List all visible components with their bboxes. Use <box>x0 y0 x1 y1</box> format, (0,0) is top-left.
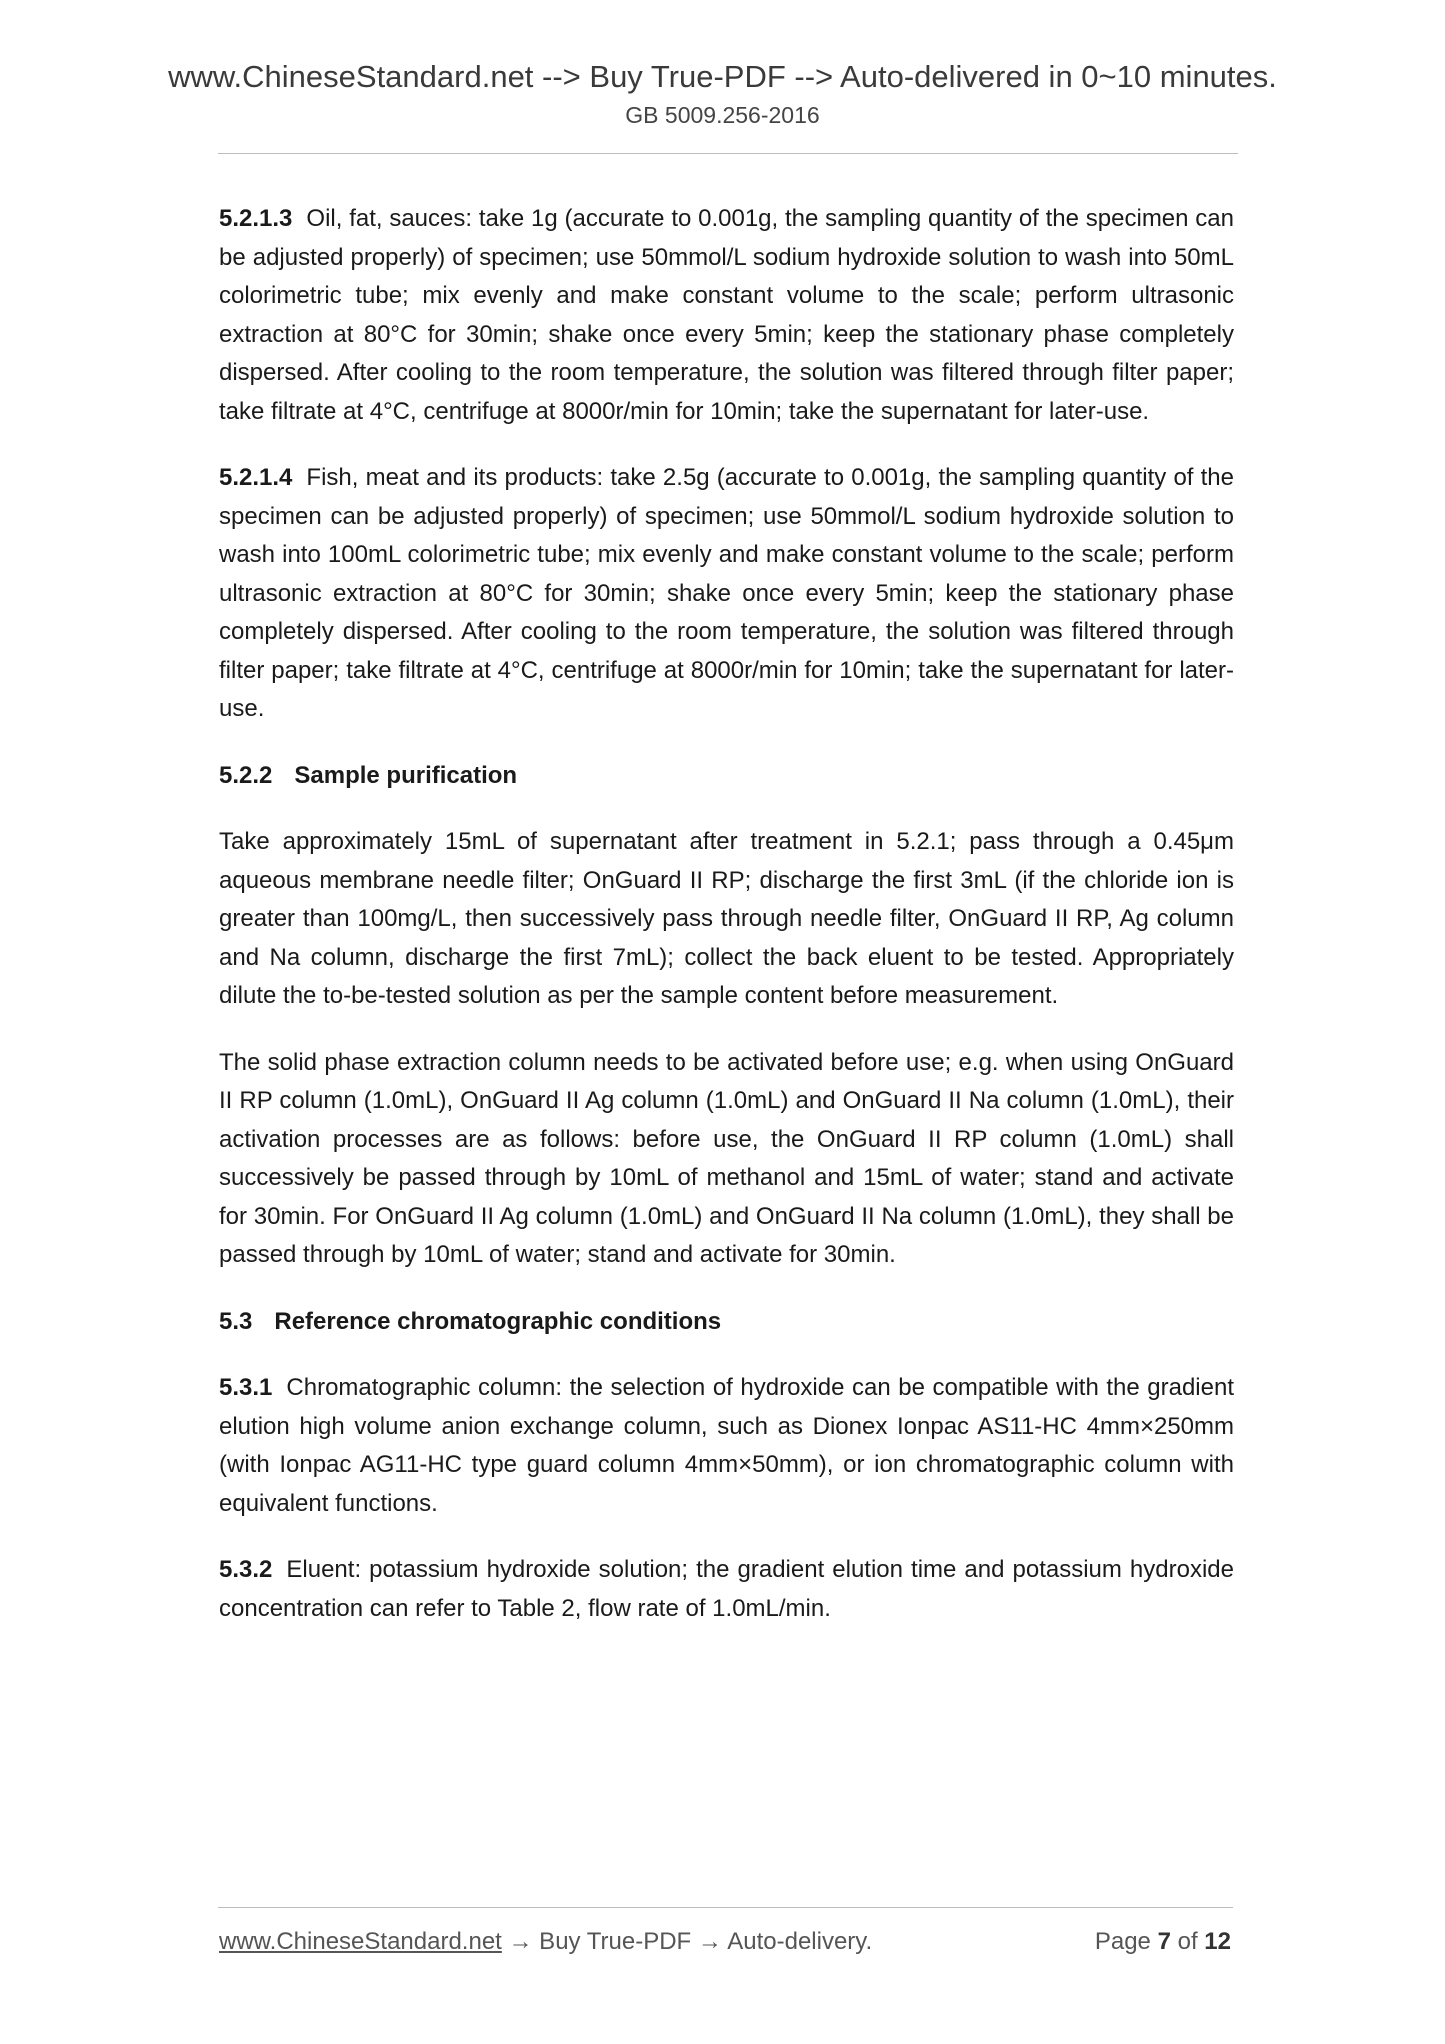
page-header <box>0 58 1445 130</box>
document-body <box>219 200 1234 1656</box>
header-divider <box>218 153 1238 154</box>
clause-text: Oil, fat, sauces: take 1g (accurate to 0.001g, the sampling quantity of the specimen can be adjusted properly) of specimen; use 50mmol/L sodium hydroxide solution to wash into 50mL colorimetric tube; mix evenly and make constant volume to the scale; perform ultrasonic extraction at 80°C for 30min; shake once every 5min; keep the stationary phase completely dispersed. After cooling to the room temperature, the solution was filtered through filter paper; take filtrate at 4°C, centrifuge at 8000r/min for 10min; take the supernatant for later-use. <box>219 205 1234 425</box>
clause-text: Fish, meat and its products: take 2.5g (accurate to 0.001g, the sampling quantity of the specimen can be adjusted properly) of specimen; use 50mmol/L sodium hydroxide solution to wash into 100mL colorimetric tube; mix evenly and make constant volume to the scale; perform ultrasonic extraction at 80°C for 30min; shake once every 5min; keep the stationary phase completely dispersed. After cooling to the room temperature, the solution was filtered through filter paper; take filtrate at 4°C, centrifuge at 8000r/min for 10min; take the supernatant for later-use. <box>219 464 1234 722</box>
page-total: 12 <box>1204 1928 1231 1955</box>
clause-text: Chromatographic column: the selection of hydroxide can be compatible with the gradient elution high volume anion exchange column, such as Dionex Ionpac AS11-HC 4mm×250mm (with Ionpac AG11-HC type guard column 4mm×50mm), or ion chromatographic column with equivalent functions. <box>219 1374 1234 1517</box>
heading-title: Sample purification <box>294 761 518 789</box>
heading-title: Reference chromatographic conditions <box>274 1307 722 1335</box>
header-banner-text: www.ChineseStandard.net --> Buy True-PDF --> Auto-delivered in 0~10 minutes. <box>168 59 1277 94</box>
footer-site-link[interactable]: www.ChineseStandard.net <box>219 1928 502 1955</box>
footer-divider <box>218 1907 1233 1908</box>
clause-number: 5.3.1 <box>219 1374 273 1401</box>
clause-number: 5.3.2 <box>219 1556 273 1583</box>
paragraph-column-activation: The solid phase extraction column needs to be activated before use; e.g. when using OnGuard II RP column (1.0mL), OnGuard II Ag column (1.0mL) and OnGuard II Na column (1.0mL), their activation processes are as follows: before use, the OnGuard II RP column (1.0mL) shall successively be passed through by 10mL of methanol and 15mL of water; stand and activate for 30min. For OnGuard II Ag column (1.0mL) and OnGuard II Na column (1.0mL), they shall be passed through by 10mL of water; stand and activate for 30min. <box>219 1048 1234 1268</box>
clause-5-3-2 <box>219 1551 1234 1628</box>
clause-5-3-1 <box>219 1369 1234 1523</box>
clause-5-2-1-4 <box>219 459 1234 729</box>
paragraph-sample-purification: Take approximately 15mL of supernatant after treatment in 5.2.1; pass through a 0.45μm aqueous membrane needle filter; OnGuard II RP; discharge the first 3mL (if the chloride ion is greater than 100mg/L, then successively pass through needle filter, OnGuard II RP, Ag column and Na column, discharge the first 7mL); collect the back eluent to be tested. Appropriately dilute the to-be-tested solution as per the sample content before measurement. <box>219 828 1234 1009</box>
footer-promo <box>219 1927 872 1957</box>
clause-5-2-1-3 <box>219 200 1234 431</box>
clause-number: 5.2.1.3 <box>219 205 293 232</box>
clause-number: 5.2.1.4 <box>219 464 293 491</box>
standard-number: GB 5009.256-2016 <box>625 102 820 128</box>
heading-number: 5.2.2 <box>219 761 273 789</box>
page-label: Page <box>1094 1928 1151 1955</box>
footer-promo-text: → Buy True-PDF → Auto-delivery. <box>501 1928 873 1955</box>
of-label: of <box>1177 1928 1198 1955</box>
clause-text: Eluent: potassium hydroxide solution; the gradient elution time and potassium hydroxide concentration can refer to Table 2, flow rate of 1.0mL/min. <box>219 1556 1234 1622</box>
page-indicator <box>1095 1927 1231 1957</box>
heading-5-3 <box>219 1303 1234 1342</box>
page-number: 7 <box>1157 1928 1171 1955</box>
heading-number: 5.3 <box>219 1307 253 1335</box>
heading-5-2-2 <box>219 757 1234 796</box>
